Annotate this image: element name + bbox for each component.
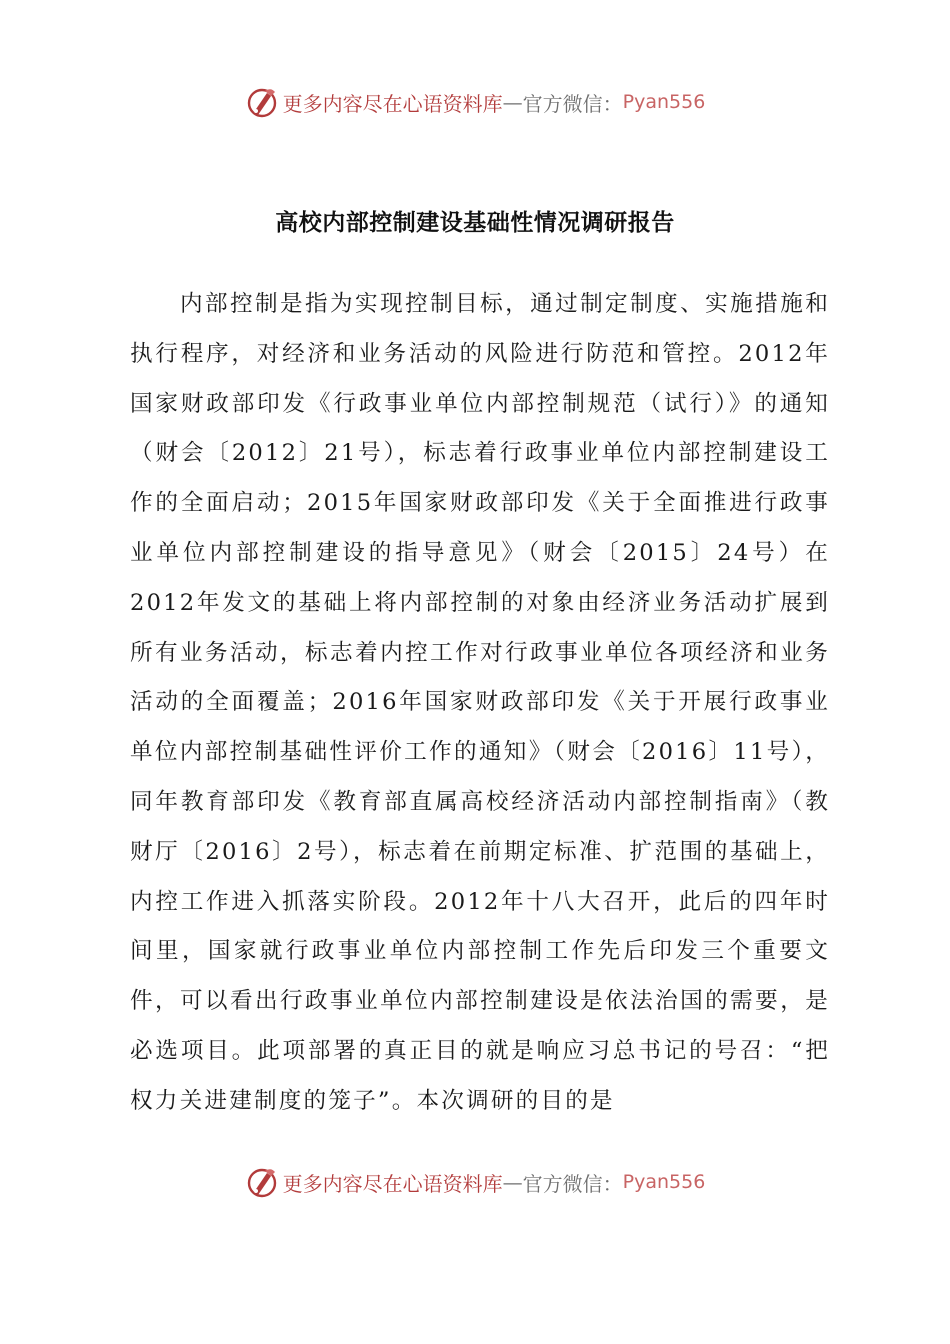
banner-wechat-id: Pyan556 [622,1171,706,1193]
body-paragraph: 内部控制是指为实现控制目标，通过制定制度、实施措施和执行程序，对经济和业务活动的风险进行防范和管控。2012年国家财政部印发《行政事业单位内部控制规范（试行）》的通知（财会〔2012〕21号），标志着行政事业单位内部控制建设工作的全面启动；2015年国家财政部印发《关于全面推进行政事业单位内部控制建设的指导意见》（财会〔2015〕24号）在2012年发文的基础上将内部控制的对象由经济业务活动扩展到所有业务活动，标志着内控工作对行政事业单位各项经济和业务活动的全面覆盖；2016年国家财政部印发《关于开展行政事业单位内部控制基础性评价工作的通知》（财会〔2016〕11号），同年教育部印发《教育部直属高校经济活动内部控制指南》（教财厅〔2016〕2号），标志着在前期定标准、扩范围的基础上，内控工作进入抓落实阶段。2012年十八大召开，此后的四年时间里，国家就行政事业单位内部控制工作先后印发三个重要文件，可以看出行政事业单位内部控制建设是依法治国的需要，是必选项目。此项部署的真正目的就是响应习总书记的号召：“把权力关进建制度的笼子”。本次调研的目的是 [130,291,830,1114]
banner-separator: — [502,90,523,114]
banner-wechat-label: 官方微信： [522,91,623,116]
banner-separator: — [502,1170,523,1194]
pen-logo-icon [245,1165,279,1199]
footer-banner [0,1162,950,1202]
banner-wechat-label: 官方微信： [522,1171,623,1196]
document-title: 高校内部控制建设基础性情况调研报告 [275,210,675,236]
banner-slogan: 更多内容尽在心语资料库 [282,1171,503,1196]
banner-slogan: 更多内容尽在心语资料库 [282,91,503,116]
banner-wechat-id: Pyan556 [622,91,706,113]
header-banner [0,82,950,122]
pen-logo-icon [245,85,279,119]
